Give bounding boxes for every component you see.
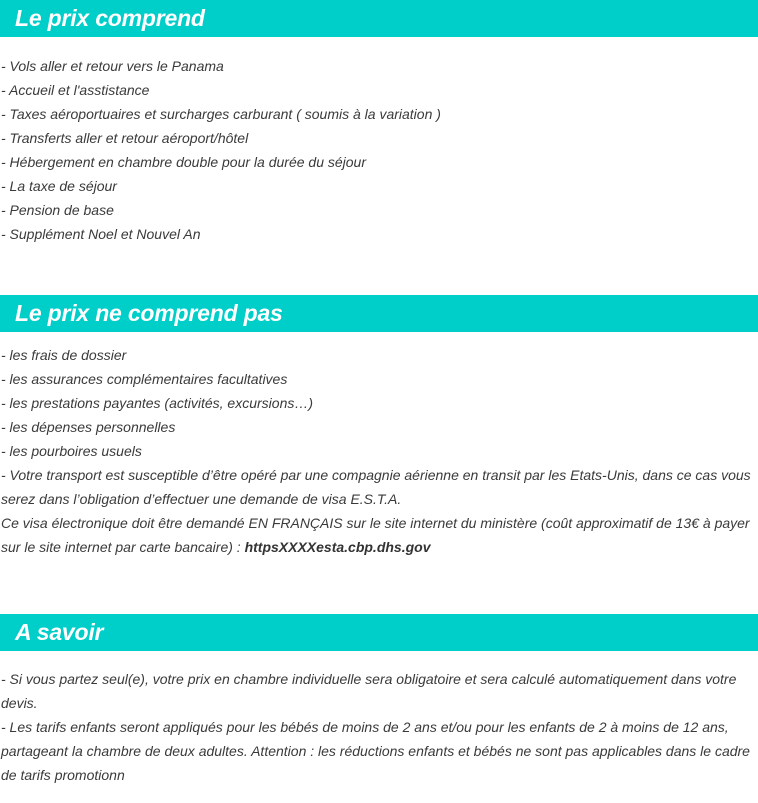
list-item: - Transferts aller et retour aéroport/hôtel bbox=[1, 130, 249, 146]
list-item: - les frais de dossier bbox=[1, 347, 127, 363]
list-item: - Taxes aéroportuaires et surcharges carburant ( soumis à la variation ) bbox=[1, 106, 441, 122]
section-body bbox=[0, 651, 758, 787]
visa-text: Ce visa électronique doit être demandé EN FRANÇAIS sur le site internet du ministère (coût approximatif de 13€ à payer sur le site internet par carte bancaire) : bbox=[1, 515, 750, 555]
section-title: A savoir bbox=[15, 619, 104, 645]
visa-paragraph bbox=[1, 511, 754, 559]
list-item: - Accueil et l'asstistance bbox=[1, 82, 150, 98]
section-header bbox=[0, 614, 758, 651]
section-header bbox=[0, 295, 758, 332]
list-item: - Si vous partez seul(e), votre prix en chambre individuelle sera obligatoire et sera calculé automatiquement dans votre devis. bbox=[1, 671, 737, 711]
section-price-excludes bbox=[0, 295, 758, 559]
visa-url: httpsXXXXesta.cbp.dhs.gov bbox=[244, 539, 431, 555]
list-item: - les pourboires usuels bbox=[1, 443, 142, 459]
list-item: - les prestations payantes (activités, excursions…) bbox=[1, 395, 314, 411]
section-price-includes bbox=[0, 0, 758, 246]
list-item: - Hébergement en chambre double pour la durée du séjour bbox=[1, 154, 367, 170]
list-item: - Les tarifs enfants seront appliqués pour les bébés de moins de 2 ans et/ou pour les enfants de 2 à moins de 12 ans, partageant la chambre de deux adultes. Attention : les réductions enfants et bébés ne sont pas applicables dans le cadre de tarifs promotionn bbox=[1, 719, 750, 783]
section-header bbox=[0, 0, 758, 37]
list-item: - Vols aller et retour vers le Panama bbox=[1, 58, 224, 74]
section-title: Le prix comprend bbox=[15, 5, 205, 31]
section-title: Le prix ne comprend pas bbox=[15, 300, 283, 326]
list-item: - Supplément Noel et Nouvel An bbox=[1, 226, 201, 242]
list-item: - Votre transport est susceptible d’être opéré par une compagnie aérienne en transit par les Etats-Unis, dans ce cas vous serez dans l’obligation d’effectuer une demande de visa E.S.T.A. bbox=[1, 467, 751, 507]
list-item: - les assurances complémentaires facultatives bbox=[1, 371, 288, 387]
list-item: - La taxe de séjour bbox=[1, 178, 117, 194]
list-item: - les dépenses personnelles bbox=[1, 419, 176, 435]
section-body bbox=[0, 332, 758, 559]
list-item: - Pension de base bbox=[1, 202, 114, 218]
section-good-to-know bbox=[0, 614, 758, 787]
section-body bbox=[0, 37, 758, 246]
